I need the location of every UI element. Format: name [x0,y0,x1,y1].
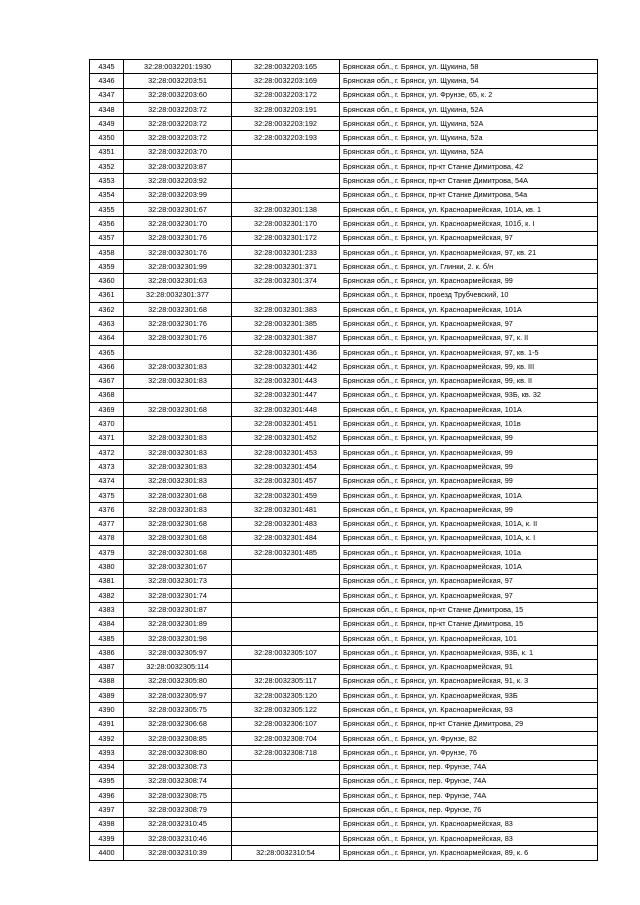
building-cadastral-number [232,817,340,831]
land-cadastral-number: 32:28:0032301:68 [124,546,232,560]
row-number: 4370 [90,417,124,431]
table-row [90,560,598,574]
building-cadastral-number: 32:28:0032301:481 [232,503,340,517]
row-number: 4347 [90,88,124,102]
land-cadastral-number: 32:28:0032305:80 [124,674,232,688]
row-number: 4372 [90,446,124,460]
building-cadastral-number: 32:28:0032301:387 [232,331,340,345]
table-row [90,674,598,688]
address: Брянская обл., г. Брянск, ул. Фрунзе, 76 [340,746,598,760]
building-cadastral-number: 32:28:0032203:192 [232,117,340,131]
table-row [90,731,598,745]
building-cadastral-number [232,188,340,202]
registry-table [89,59,598,861]
row-number: 4381 [90,574,124,588]
building-cadastral-number [232,288,340,302]
land-cadastral-number: 32:28:0032310:45 [124,817,232,831]
land-cadastral-number [124,345,232,359]
land-cadastral-number: 32:28:0032305:97 [124,646,232,660]
address: Брянская обл., г. Брянск, ул. Красноармейская, 101в [340,417,598,431]
row-number: 4395 [90,774,124,788]
land-cadastral-number: 32:28:0032203:72 [124,102,232,116]
land-cadastral-number: 32:28:0032310:46 [124,832,232,846]
land-cadastral-number: 32:28:0032301:99 [124,260,232,274]
table-row [90,817,598,831]
row-number: 4379 [90,546,124,560]
building-cadastral-number [232,760,340,774]
land-cadastral-number: 32:28:0032308:80 [124,746,232,760]
row-number: 4359 [90,260,124,274]
building-cadastral-number [232,574,340,588]
address: Брянская обл., г. Брянск, ул. Красноармейская, 97 [340,574,598,588]
row-number: 4378 [90,531,124,545]
land-cadastral-number: 32:28:0032306:68 [124,717,232,731]
table-row [90,517,598,531]
land-cadastral-number: 32:28:0032301:68 [124,531,232,545]
building-cadastral-number: 32:28:0032305:117 [232,674,340,688]
table-row [90,474,598,488]
table-row [90,803,598,817]
table-row [90,145,598,159]
land-cadastral-number: 32:28:0032301:98 [124,631,232,645]
table-row [90,345,598,359]
address: Брянская обл., г. Брянск, пр-кт Станке Димитрова, 54а [340,188,598,202]
table-row [90,374,598,388]
land-cadastral-number: 32:28:0032301:76 [124,331,232,345]
address: Брянская обл., г. Брянск, ул. Красноармейская, 93Б [340,689,598,703]
row-number: 4385 [90,631,124,645]
land-cadastral-number: 32:28:0032308:79 [124,803,232,817]
land-cadastral-number [124,388,232,402]
building-cadastral-number: 32:28:0032305:122 [232,703,340,717]
table-row [90,603,598,617]
table-row [90,574,598,588]
address: Брянская обл., г. Брянск, ул. Щукина, 54 [340,74,598,88]
building-cadastral-number: 32:28:0032301:448 [232,403,340,417]
address: Брянская обл., г. Брянск, ул. Красноармейская, 83 [340,817,598,831]
table-row [90,832,598,846]
table-row [90,631,598,645]
land-cadastral-number: 32:28:0032301:67 [124,560,232,574]
building-cadastral-number [232,145,340,159]
building-cadastral-number [232,803,340,817]
land-cadastral-number: 32:28:0032301:68 [124,403,232,417]
address: Брянская обл., г. Брянск, ул. Красноармейская, 101А [340,488,598,502]
land-cadastral-number: 32:28:0032308:75 [124,789,232,803]
building-cadastral-number [232,660,340,674]
land-cadastral-number: 32:28:0032301:83 [124,460,232,474]
address: Брянская обл., г. Брянск, ул. Щукина, 52А [340,145,598,159]
land-cadastral-number: 32:28:0032203:60 [124,88,232,102]
land-cadastral-number: 32:28:0032203:72 [124,117,232,131]
building-cadastral-number [232,560,340,574]
table-row [90,317,598,331]
land-cadastral-number: 32:28:0032301:68 [124,488,232,502]
address: Брянская обл., г. Брянск, ул. Красноармейская, 97, к. II [340,331,598,345]
row-number: 4391 [90,717,124,731]
row-number: 4390 [90,703,124,717]
row-number: 4362 [90,303,124,317]
table-row [90,431,598,445]
address: Брянская обл., г. Брянск, ул. Красноармейская, 99 [340,446,598,460]
table-row [90,231,598,245]
land-cadastral-number: 32:28:0032301:73 [124,574,232,588]
row-number: 4368 [90,388,124,402]
land-cadastral-number: 32:28:0032301:76 [124,245,232,259]
land-cadastral-number: 32:28:0032301:83 [124,474,232,488]
land-cadastral-number: 32:28:0032301:83 [124,360,232,374]
building-cadastral-number: 32:28:0032301:374 [232,274,340,288]
address: Брянская обл., г. Брянск, ул. Красноармейская, 99 [340,503,598,517]
row-number: 4386 [90,646,124,660]
land-cadastral-number: 32:28:0032203:51 [124,74,232,88]
row-number: 4382 [90,588,124,602]
table-row [90,488,598,502]
table-row [90,188,598,202]
table-row [90,660,598,674]
table-row [90,717,598,731]
land-cadastral-number: 32:28:0032301:68 [124,517,232,531]
row-number: 4388 [90,674,124,688]
building-cadastral-number [232,789,340,803]
row-number: 4400 [90,846,124,860]
building-cadastral-number: 32:28:0032301:233 [232,245,340,259]
address: Брянская обл., г. Брянск, ул. Красноармейская, 101А [340,403,598,417]
address: Брянская обл., г. Брянск, ул. Красноармейская, 99 [340,431,598,445]
address: Брянская обл., г. Брянск, ул. Красноармейская, 101 [340,631,598,645]
address: Брянская обл., г. Брянск, ул. Красноармейская, 97 [340,588,598,602]
address: Брянская обл., г. Брянск, ул. Щукина, 58 [340,60,598,74]
table-row [90,288,598,302]
row-number: 4377 [90,517,124,531]
building-cadastral-number: 32:28:0032203:193 [232,131,340,145]
row-number: 4375 [90,488,124,502]
land-cadastral-number: 32:28:0032301:76 [124,317,232,331]
land-cadastral-number: 32:28:0032305:114 [124,660,232,674]
address: Брянская обл., г. Брянск, ул. Красноармейская, 91, к. 3 [340,674,598,688]
row-number: 4354 [90,188,124,202]
land-cadastral-number: 32:28:0032308:74 [124,774,232,788]
address: Брянская обл., г. Брянск, ул. Красноармейская, 101а [340,546,598,560]
row-number: 4355 [90,202,124,216]
row-number: 4353 [90,174,124,188]
address: Брянская обл., г. Брянск, ул. Глинки, 2. к. б/н [340,260,598,274]
address: Брянская обл., г. Брянск, проезд Трубчевский, 10 [340,288,598,302]
row-number: 4363 [90,317,124,331]
row-number: 4358 [90,245,124,259]
address: Брянская обл., г. Брянск, ул. Красноармейская, 91 [340,660,598,674]
address: Брянская обл., г. Брянск, ул. Красноармейская, 99, кв. III [340,360,598,374]
row-number: 4352 [90,160,124,174]
building-cadastral-number: 32:28:0032301:442 [232,360,340,374]
building-cadastral-number: 32:28:0032301:459 [232,488,340,502]
address: Брянская обл., г. Брянск, ул. Красноармейская, 101А [340,560,598,574]
land-cadastral-number [124,417,232,431]
building-cadastral-number [232,160,340,174]
registry-table-body [90,60,598,861]
address: Брянская обл., г. Брянск, ул. Красноармейская, 99 [340,274,598,288]
building-cadastral-number: 32:28:0032301:454 [232,460,340,474]
address: Брянская обл., г. Брянск, пер. Фрунзе, 74А [340,774,598,788]
table-row [90,588,598,602]
building-cadastral-number: 32:28:0032301:457 [232,474,340,488]
row-number: 4383 [90,603,124,617]
row-number: 4369 [90,403,124,417]
land-cadastral-number: 32:28:0032301:83 [124,374,232,388]
building-cadastral-number [232,174,340,188]
table-row [90,245,598,259]
building-cadastral-number: 32:28:0032203:191 [232,102,340,116]
land-cadastral-number: 32:28:0032301:377 [124,288,232,302]
land-cadastral-number: 32:28:0032301:89 [124,617,232,631]
address: Брянская обл., г. Брянск, ул. Красноармейская, 101б, к. I [340,217,598,231]
row-number: 4350 [90,131,124,145]
table-row [90,131,598,145]
row-number: 4380 [90,560,124,574]
row-number: 4387 [90,660,124,674]
table-row [90,74,598,88]
address: Брянская обл., г. Брянск, ул. Красноармейская, 89, к. 6 [340,846,598,860]
land-cadastral-number: 32:28:0032301:76 [124,231,232,245]
row-number: 4384 [90,617,124,631]
building-cadastral-number: 32:28:0032301:447 [232,388,340,402]
building-cadastral-number [232,832,340,846]
table-row [90,774,598,788]
row-number: 4373 [90,460,124,474]
row-number: 4365 [90,345,124,359]
table-row [90,260,598,274]
row-number: 4349 [90,117,124,131]
building-cadastral-number: 32:28:0032301:436 [232,345,340,359]
row-number: 4394 [90,760,124,774]
land-cadastral-number: 32:28:0032301:83 [124,431,232,445]
land-cadastral-number: 32:28:0032201:1930 [124,60,232,74]
row-number: 4357 [90,231,124,245]
address: Брянская обл., г. Брянск, ул. Фрунзе, 65, к. 2 [340,88,598,102]
table-row [90,360,598,374]
land-cadastral-number: 32:28:0032308:85 [124,731,232,745]
table-row [90,274,598,288]
table-row [90,303,598,317]
building-cadastral-number: 32:28:0032301:172 [232,231,340,245]
building-cadastral-number [232,631,340,645]
address: Брянская обл., г. Брянск, ул. Красноармейская, 101А [340,303,598,317]
table-row [90,531,598,545]
address: Брянская обл., г. Брянск, ул. Щукина, 52А [340,117,598,131]
table-row [90,760,598,774]
table-row [90,174,598,188]
building-cadastral-number: 32:28:0032301:453 [232,446,340,460]
address: Брянская обл., г. Брянск, ул. Щукина, 52А [340,102,598,116]
building-cadastral-number: 32:28:0032301:138 [232,202,340,216]
row-number: 4396 [90,789,124,803]
building-cadastral-number: 32:28:0032301:483 [232,517,340,531]
address: Брянская обл., г. Брянск, ул. Красноармейская, 99 [340,460,598,474]
land-cadastral-number: 32:28:0032305:97 [124,689,232,703]
row-number: 4397 [90,803,124,817]
table-row [90,646,598,660]
building-cadastral-number: 32:28:0032301:451 [232,417,340,431]
address: Брянская обл., г. Брянск, ул. Красноармейская, 101А, кв. 1 [340,202,598,216]
table-row [90,446,598,460]
building-cadastral-number: 32:28:0032305:107 [232,646,340,660]
address: Брянская обл., г. Брянск, ул. Фрунзе, 82 [340,731,598,745]
row-number: 4374 [90,474,124,488]
address: Брянская обл., г. Брянск, пр-кт Станке Димитрова, 29 [340,717,598,731]
land-cadastral-number: 32:28:0032203:70 [124,145,232,159]
building-cadastral-number [232,588,340,602]
table-row [90,460,598,474]
building-cadastral-number: 32:28:0032203:172 [232,88,340,102]
row-number: 4376 [90,503,124,517]
land-cadastral-number: 32:28:0032310:39 [124,846,232,860]
land-cadastral-number: 32:28:0032203:87 [124,160,232,174]
land-cadastral-number: 32:28:0032203:92 [124,174,232,188]
building-cadastral-number [232,617,340,631]
address: Брянская обл., г. Брянск, ул. Красноармейская, 97 [340,231,598,245]
table-row [90,102,598,116]
address: Брянская обл., г. Брянск, ул. Красноармейская, 93 [340,703,598,717]
land-cadastral-number: 32:28:0032301:68 [124,303,232,317]
address: Брянская обл., г. Брянск, пр-кт Станке Димитрова, 54А [340,174,598,188]
address: Брянская обл., г. Брянск, ул. Красноармейская, 99 [340,474,598,488]
building-cadastral-number: 32:28:0032308:704 [232,731,340,745]
building-cadastral-number: 32:28:0032305:120 [232,689,340,703]
row-number: 4398 [90,817,124,831]
table-row [90,789,598,803]
table-row [90,503,598,517]
table-row [90,388,598,402]
address: Брянская обл., г. Брянск, ул. Красноармейская, 93Б, к. 1 [340,646,598,660]
land-cadastral-number: 32:28:0032203:72 [124,131,232,145]
address: Брянская обл., г. Брянск, ул. Красноармейская, 101А, к. II [340,517,598,531]
land-cadastral-number: 32:28:0032301:83 [124,503,232,517]
row-number: 4393 [90,746,124,760]
building-cadastral-number: 32:28:0032301:371 [232,260,340,274]
table-row [90,417,598,431]
table-row [90,117,598,131]
address: Брянская обл., г. Брянск, ул. Красноармейская, 93Б, кв. 32 [340,388,598,402]
land-cadastral-number: 32:28:0032301:63 [124,274,232,288]
address: Брянская обл., г. Брянск, ул. Красноармейская, 99, кв. II [340,374,598,388]
row-number: 4364 [90,331,124,345]
table-row [90,331,598,345]
building-cadastral-number: 32:28:0032301:170 [232,217,340,231]
land-cadastral-number: 32:28:0032203:99 [124,188,232,202]
land-cadastral-number: 32:28:0032301:83 [124,446,232,460]
row-number: 4360 [90,274,124,288]
table-row [90,746,598,760]
row-number: 4389 [90,689,124,703]
building-cadastral-number [232,603,340,617]
table-row [90,202,598,216]
table-row [90,546,598,560]
building-cadastral-number [232,774,340,788]
address: Брянская обл., г. Брянск, ул. Красноармейская, 97, кв. 1-5 [340,345,598,359]
row-number: 4348 [90,102,124,116]
table-row [90,60,598,74]
row-number: 4345 [90,60,124,74]
row-number: 4346 [90,74,124,88]
building-cadastral-number: 32:28:0032203:165 [232,60,340,74]
building-cadastral-number: 32:28:0032203:169 [232,74,340,88]
building-cadastral-number: 32:28:0032301:485 [232,546,340,560]
land-cadastral-number: 32:28:0032305:75 [124,703,232,717]
address: Брянская обл., г. Брянск, ул. Красноармейская, 83 [340,832,598,846]
building-cadastral-number: 32:28:0032308:718 [232,746,340,760]
table-row [90,403,598,417]
table-row [90,703,598,717]
building-cadastral-number: 32:28:0032301:452 [232,431,340,445]
building-cadastral-number: 32:28:0032301:484 [232,531,340,545]
row-number: 4399 [90,832,124,846]
row-number: 4366 [90,360,124,374]
row-number: 4392 [90,731,124,745]
land-cadastral-number: 32:28:0032301:67 [124,202,232,216]
row-number: 4371 [90,431,124,445]
row-number: 4361 [90,288,124,302]
land-cadastral-number: 32:28:0032301:74 [124,588,232,602]
building-cadastral-number: 32:28:0032301:383 [232,303,340,317]
address: Брянская обл., г. Брянск, пер. Фрунзе, 76 [340,803,598,817]
address: Брянская обл., г. Брянск, ул. Красноармейская, 101А, к. I [340,531,598,545]
row-number: 4351 [90,145,124,159]
address: Брянская обл., г. Брянск, ул. Щукина, 52а [340,131,598,145]
address: Брянская обл., г. Брянск, пр-кт Станке Димитрова, 15 [340,603,598,617]
table-row [90,217,598,231]
table-row [90,846,598,860]
address: Брянская обл., г. Брянск, пер. Фрунзе, 74А [340,789,598,803]
row-number: 4356 [90,217,124,231]
address: Брянская обл., г. Брянск, ул. Красноармейская, 97, кв. 21 [340,245,598,259]
building-cadastral-number: 32:28:0032301:385 [232,317,340,331]
land-cadastral-number: 32:28:0032301:70 [124,217,232,231]
building-cadastral-number: 32:28:0032306:107 [232,717,340,731]
table-row [90,160,598,174]
address: Брянская обл., г. Брянск, пер. Фрунзе, 74А [340,760,598,774]
table-row [90,689,598,703]
land-cadastral-number: 32:28:0032308:73 [124,760,232,774]
land-cadastral-number: 32:28:0032301:87 [124,603,232,617]
building-cadastral-number: 32:28:0032310:54 [232,846,340,860]
building-cadastral-number: 32:28:0032301:443 [232,374,340,388]
row-number: 4367 [90,374,124,388]
address: Брянская обл., г. Брянск, пр-кт Станке Димитрова, 15 [340,617,598,631]
address: Брянская обл., г. Брянск, ул. Красноармейская, 97 [340,317,598,331]
table-row [90,617,598,631]
address: Брянская обл., г. Брянск, пр-кт Станке Димитрова, 42 [340,160,598,174]
table-row [90,88,598,102]
